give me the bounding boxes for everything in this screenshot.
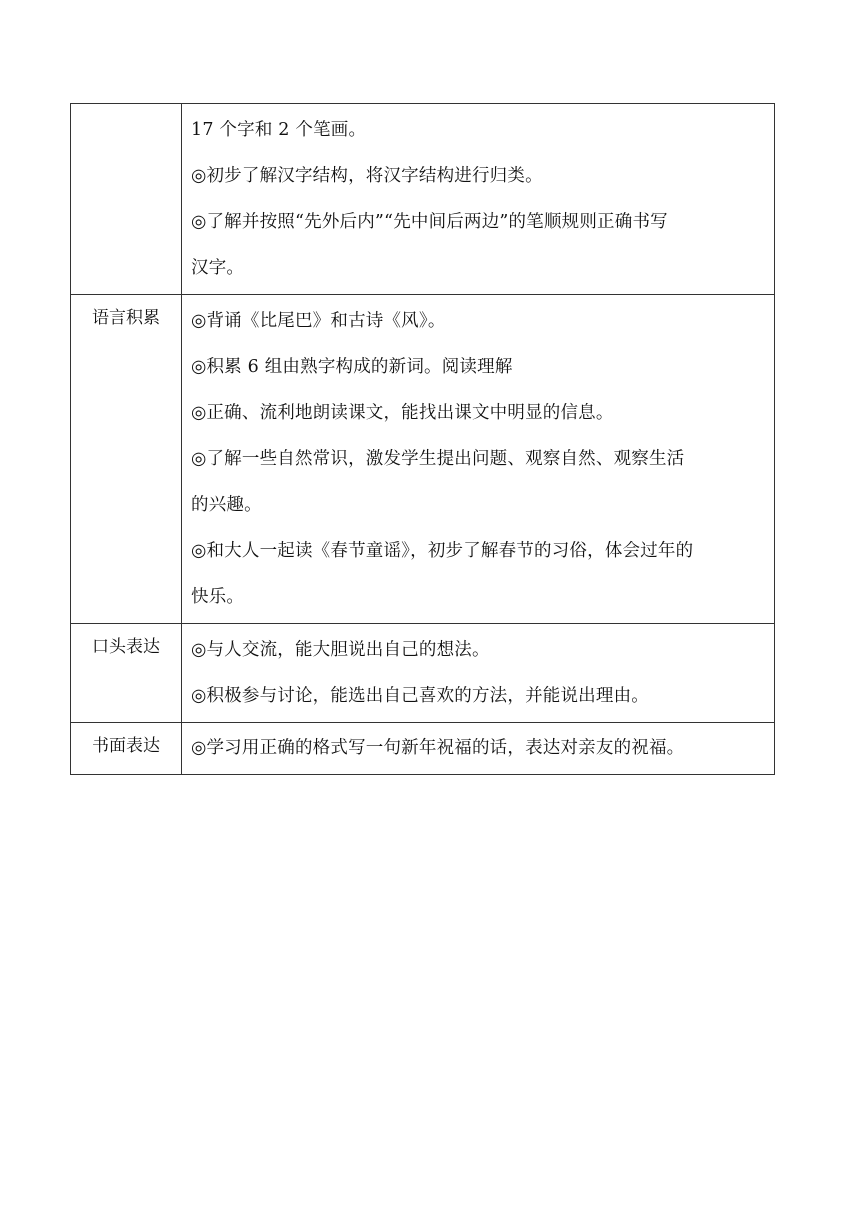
- goal-line: ◎背诵《比尾巴》和古诗《风》。: [191, 311, 446, 331]
- goal-line: 快乐。: [191, 587, 245, 607]
- goal-line: 的兴趣。: [191, 495, 262, 515]
- curriculum-goals-table: [70, 103, 775, 775]
- goal-line: ◎了解并按照“先外后内”“先中间后两边”的笔顺规则正确书写: [191, 212, 668, 232]
- table-row: [71, 723, 775, 775]
- goals-cell: [182, 624, 775, 723]
- goal-line: ◎积极参与讨论，能选出自己喜欢的方法，并能说出理由。: [191, 686, 649, 706]
- goal-line: 汉字。: [191, 258, 245, 278]
- category-cell-oral-expression: 口头表达: [71, 624, 182, 723]
- goal-line: ◎与人交流，能大胆说出自己的想法。: [191, 640, 490, 660]
- goal-line: ◎积累 6 组由熟字构成的新词。阅读理解: [191, 357, 513, 377]
- category-cell: [71, 104, 182, 295]
- table-row: [71, 624, 775, 723]
- goal-line: 17 个字和 2 个笔画。: [191, 120, 367, 140]
- goals-cell: [182, 295, 775, 624]
- category-cell-written-expression: 书面表达: [71, 723, 182, 775]
- goal-line: ◎了解一些自然常识，激发学生提出问题、观察自然、观察生活: [191, 449, 685, 469]
- table-row: [71, 104, 775, 295]
- goal-line: ◎初步了解汉字结构，将汉字结构进行归类。: [191, 166, 543, 186]
- goal-line: ◎正确、流利地朗读课文，能找出课文中明显的信息。: [191, 403, 614, 423]
- table-row: [71, 295, 775, 624]
- goal-line: ◎学习用正确的格式写一句新年祝福的话，表达对亲友的祝福。: [191, 738, 685, 758]
- goal-line: ◎和大人一起读《春节童谣》，初步了解春节的习俗，体会过年的: [191, 541, 694, 561]
- category-cell-language-accumulation: 语言积累: [71, 295, 182, 624]
- goals-cell: [182, 104, 775, 295]
- goals-cell: [182, 723, 775, 775]
